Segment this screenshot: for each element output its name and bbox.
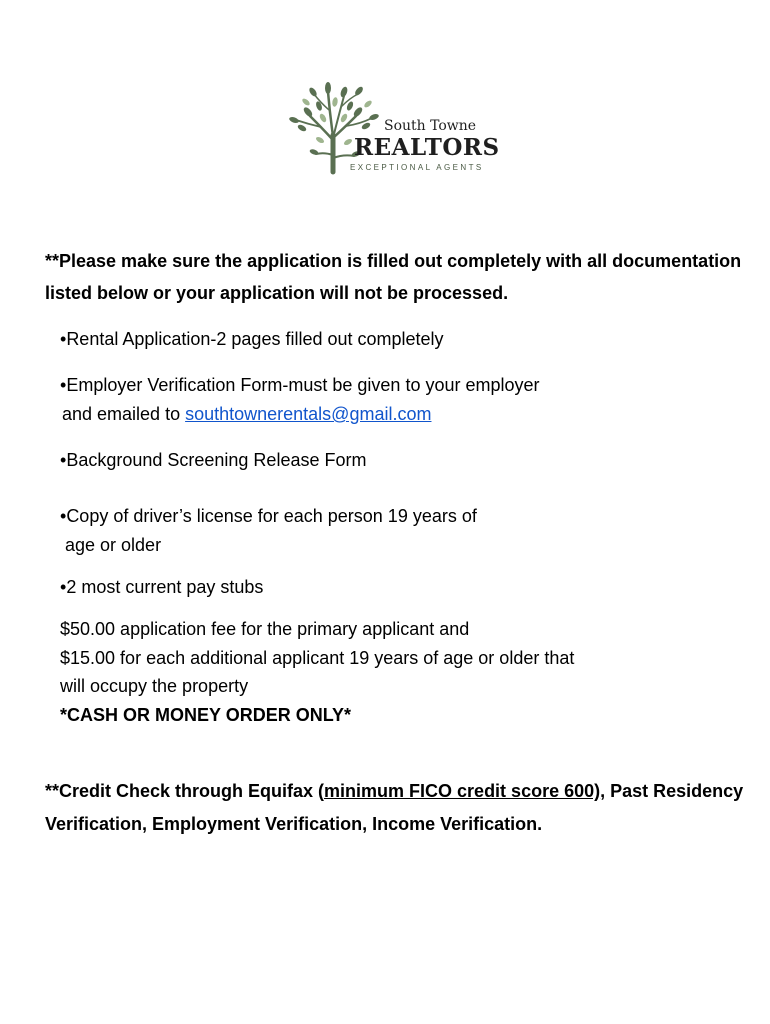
intro-notice: **Please make sure the application is filled out completely with all documentation listed below or your application will not be processed.: [45, 251, 742, 303]
email-link[interactable]: southtownerentals@gmail.com: [185, 404, 432, 424]
bullet: •: [60, 329, 67, 349]
payment-method-note: *CASH OR MONEY ORDER ONLY*: [60, 704, 352, 725]
fee-line-occupy: will occupy the property: [60, 676, 249, 696]
list-item-text: Rental Application-2 pages filled out completely: [66, 329, 444, 349]
list-item-continuation: age or older: [65, 535, 162, 555]
list-item-rental-application: [60, 325, 700, 354]
list-item-background-screening: [60, 446, 700, 475]
fee-line-primary: $50.00 application fee for the primary applicant and: [60, 619, 470, 639]
credit-prefix: **Credit Check through Equifax (: [45, 781, 325, 801]
logo-tagline: EXCEPTIONAL AGENTS: [350, 163, 484, 172]
bullet: •: [60, 506, 67, 526]
list-item-employer-verification: [60, 371, 700, 429]
fee-section: [60, 615, 700, 729]
list-item-pay-stubs: [60, 573, 700, 602]
fee-line-additional: $15.00 for each additional applicant 19 years of age or older that: [60, 647, 575, 668]
list-item-text: Copy of driver’s license for each person 19 years of: [66, 506, 477, 526]
list-item-continuation: [60, 400, 700, 429]
list-item-text: Background Screening Release Form: [66, 450, 367, 470]
logo-text-south-towne: South Towne: [384, 118, 477, 134]
credit-check-notice: [45, 775, 745, 841]
list-item-drivers-license: [60, 502, 700, 560]
credit-suffix: , Past Residency Verification, Employment Verification, Income Verification.: [45, 781, 744, 834]
list-item-text: 2 most current pay stubs: [66, 577, 264, 597]
bullet: •: [60, 450, 67, 470]
email-prefix: and emailed to: [62, 404, 186, 424]
logo-text-realtors: REALTORS: [354, 134, 500, 161]
bullet: •: [60, 577, 67, 597]
list-item-text: Employer Verification Form-must be given to your employer: [66, 375, 540, 395]
credit-minimum-score: minimum FICO credit score 600): [324, 781, 601, 801]
bullet: •: [60, 375, 67, 395]
company-logo: [288, 80, 498, 175]
